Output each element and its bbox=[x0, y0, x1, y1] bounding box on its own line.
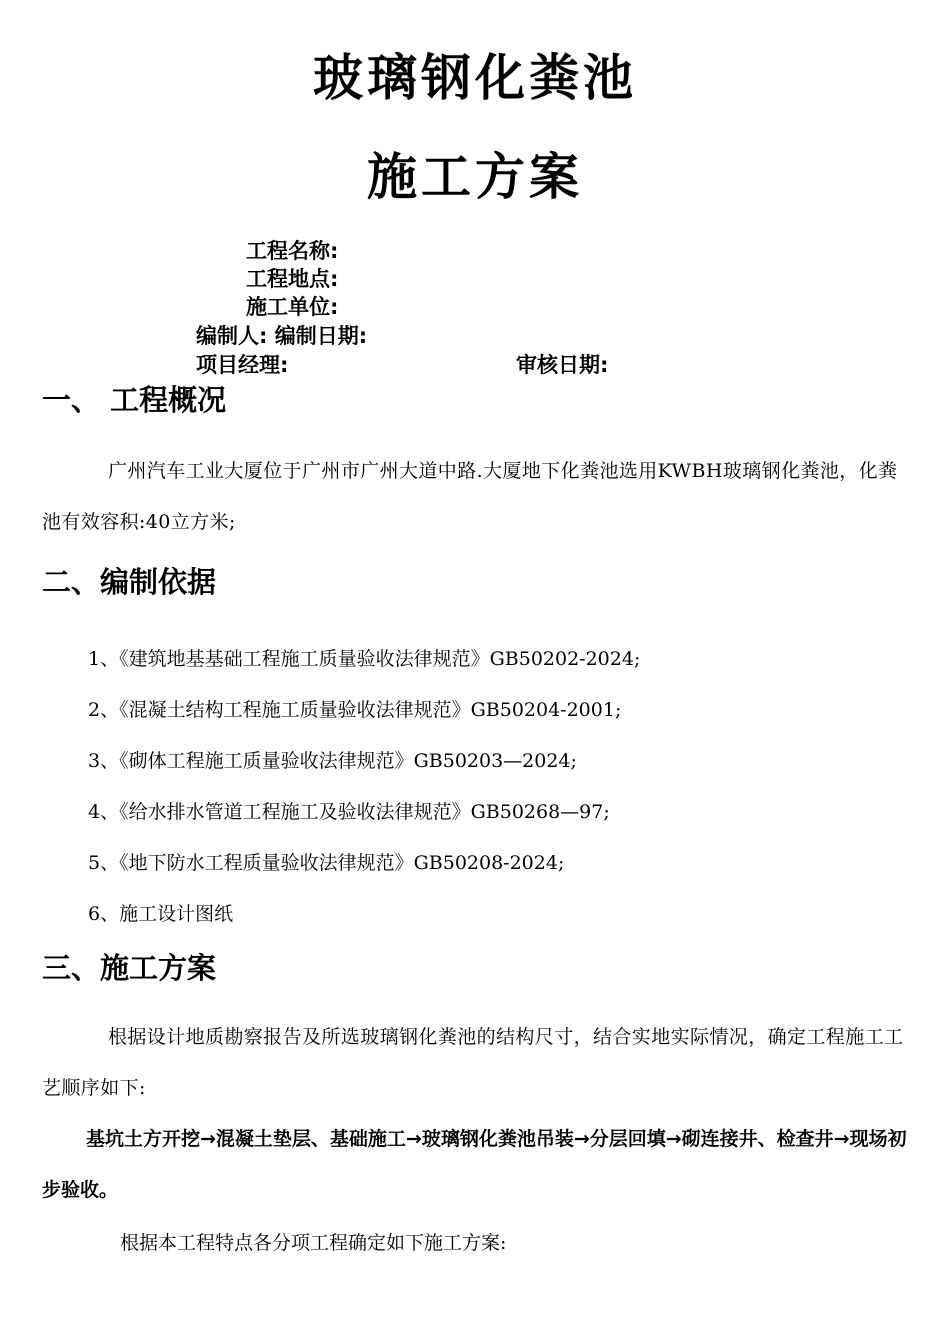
plan-closing-paragraph: 根据本工程特点各分项工程确定如下施工方案: bbox=[120, 1232, 507, 1254]
list-item: 5、《地下防水工程质量验收法律规范》GB50208-2024; bbox=[88, 852, 565, 874]
project-manager-label: 项目经理: bbox=[196, 353, 289, 377]
list-item: 1、《建筑地基基础工程施工质量验收法律规范》GB50202-2024; bbox=[88, 648, 641, 670]
list-item: 4、《给水排水管道工程施工及验收法律规范》GB50268—97; bbox=[88, 801, 610, 823]
editor-date-label: 编制人: 编制日期: bbox=[196, 324, 368, 348]
plan-paragraph: 根据设计地质勘察报告及所选玻璃钢化粪池的结构尺寸，结合实地实际情况，确定工程施工工艺顺序如下: bbox=[42, 1026, 904, 1099]
process-sequence: 基坑土方开挖→混凝土垫层、基础施工→玻璃钢化粪池吊装→分层回填→砌连接井、检查井→现场初步验收。 bbox=[42, 1128, 907, 1201]
construction-unit-label: 施工单位: bbox=[246, 295, 339, 319]
project-name-label: 工程名称: bbox=[246, 239, 339, 263]
basis-list bbox=[88, 634, 640, 940]
list-item: 3、《砌体工程施工质量验收法律规范》GB50203—2024; bbox=[88, 750, 577, 772]
section-heading-overview: 一、 工程概况 bbox=[42, 383, 227, 417]
review-date-label: 审核日期: bbox=[516, 353, 609, 377]
project-place-label: 工程地点: bbox=[246, 267, 339, 291]
document-subtitle: 施工方案 bbox=[367, 148, 583, 206]
section-heading-basis: 二、编制依据 bbox=[42, 565, 217, 599]
overview-paragraph: 广州汽车工业大厦位于广州市广州大道中路.大厦地下化粪池选用KWBH玻璃钢化粪池，化粪池有效容积:40立方米; bbox=[42, 460, 898, 533]
list-item: 2、《混凝土结构工程施工质量验收法律规范》GB50204-2001; bbox=[88, 699, 622, 721]
document-title: 玻璃钢化粪池 bbox=[313, 49, 637, 107]
section-heading-plan: 三、施工方案 bbox=[42, 951, 217, 985]
list-item: 6、施工设计图纸 bbox=[88, 903, 234, 925]
